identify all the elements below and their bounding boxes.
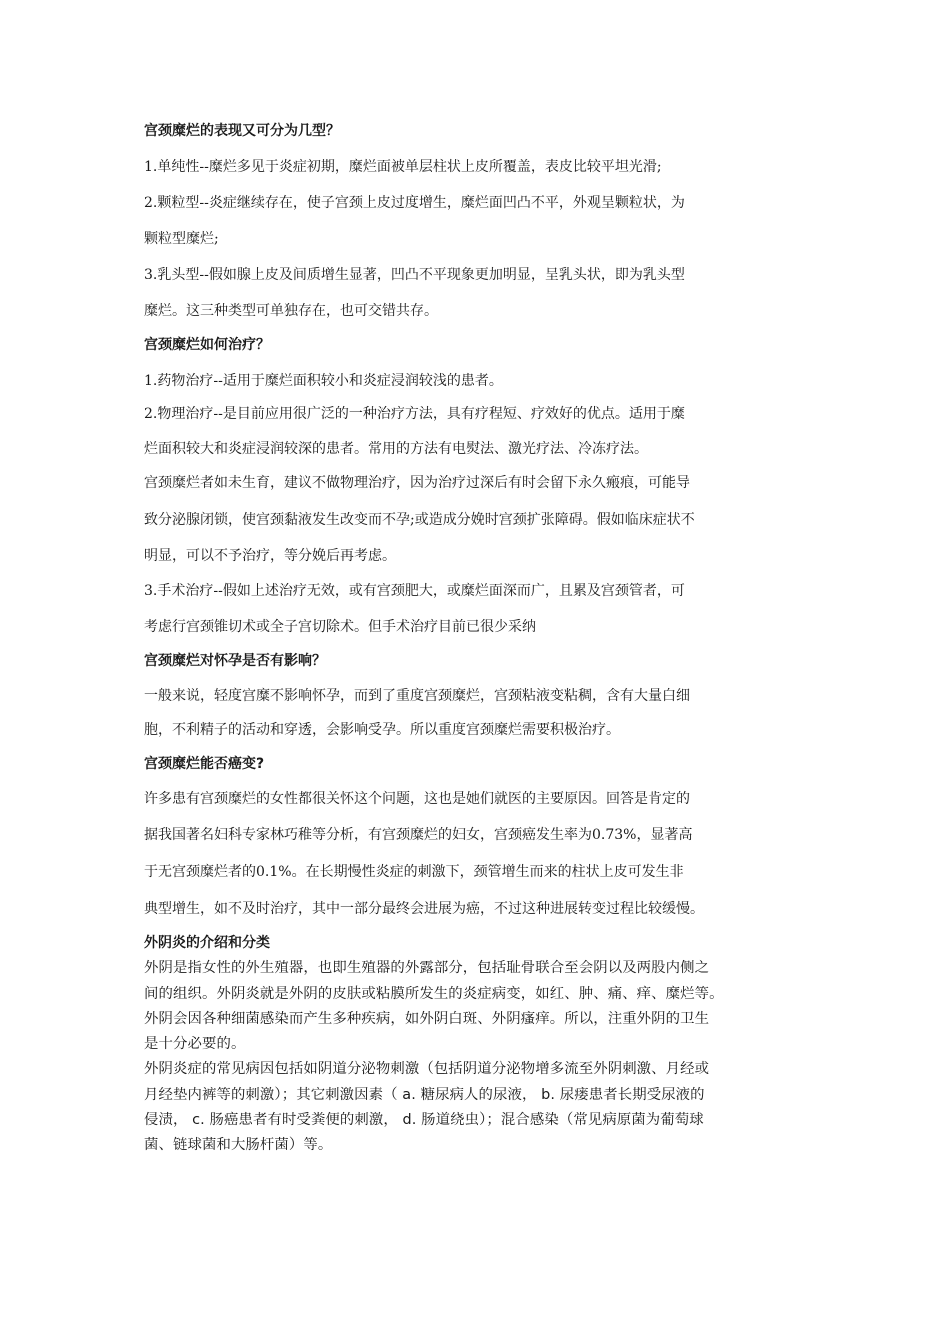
paragraph-line: 侵渍， c. 肠癌患者有时受粪便的刺激， d. 肠道绕虫）；混合感染（常见病原菌为葡萄球 — [144, 1112, 704, 1128]
paragraph-line: 间的组织。外阴炎就是外阴的皮肤或粘膜所发生的炎症病变，如红、肿、痛、痒、糜烂等。 — [144, 986, 724, 1002]
paragraph-line: 据我国著名妇科专家林巧稚等分析，有宫颈糜烂的妇女，宫颈癌发生率为0.73%，显著高 — [144, 827, 693, 843]
paragraph-line: 糜烂。这三种类型可单独存在，也可交错共存。 — [144, 303, 438, 319]
paragraph-line: 月经垫内裤等的刺激）；其它刺激因素（ a. 糖尿病人的尿液， b. 尿瘘患者长期受尿液的 — [144, 1087, 705, 1103]
paragraph-line: 2.颗粒型--炎症继续存在，使子宫颈上皮过度增生，糜烂面凹凸不平，外观呈颗粒状，为 — [144, 195, 685, 211]
paragraph-line: 烂面积较大和炎症浸润较深的患者。常用的方法有电熨法、激光疗法、冷冻疗法。 — [144, 441, 648, 457]
heading-vulvitis: 外阴炎的介绍和分类 — [144, 935, 270, 951]
paragraph-line: 菌、链球菌和大肠杆菌）等。 — [144, 1137, 333, 1153]
paragraph-line: 胞，不利精子的活动和穿透，会影响受孕。所以重度宫颈糜烂需要积极治疗。 — [144, 722, 620, 738]
paragraph-line: 明显，可以不予治疗，等分娩后再考虑。 — [144, 548, 396, 564]
paragraph-line: 许多患有宫颈糜烂的女性都很关怀这个问题，这也是她们就医的主要原因。回答是肯定的 — [144, 791, 690, 807]
paragraph-line: 1.药物治疗--适用于糜烂面积较小和炎症浸润较浅的患者。 — [144, 373, 503, 389]
paragraph-line: 2.物理治疗--是目前应用很广泛的一种治疗方法，具有疗程短、疗效好的优点。适用于糜 — [144, 406, 685, 422]
paragraph-line: 外阴会因各种细菌感染而产生多种疾病，如外阴白斑、外阴瘙痒。所以，注重外阴的卫生 — [144, 1011, 710, 1027]
paragraph-line: 3.乳头型--假如腺上皮及间质增生显著，凹凸不平现象更加明显，呈乳头状，即为乳头型 — [144, 267, 685, 283]
heading-pregnancy-impact: 宫颈糜烂对怀孕是否有影响？ — [144, 653, 326, 669]
paragraph-line: 1.单纯性--糜烂多见于炎症初期，糜烂面被单层柱状上皮所覆盖，表皮比较平坦光滑; — [144, 159, 662, 175]
paragraph-line: 宫颈糜烂者如未生育，建议不做物理治疗，因为治疗过深后有时会留下永久瘢痕，可能导 — [144, 475, 690, 491]
paragraph-line: 致分泌腺闭锁，使宫颈黏液发生改变而不孕;或造成分娩时宫颈扩张障碍。假如临床症状不 — [144, 512, 695, 528]
paragraph-line: 是十分必要的。 — [144, 1036, 246, 1052]
paragraph-line: 外阴炎症的常见病因包括如阴道分泌物刺激（包括阴道分泌物增多流至外阴刺激、月经或 — [144, 1061, 710, 1077]
paragraph-line: 外阴是指女性的外生殖器，也即生殖器的外露部分，包括耻骨联合至会阴以及两股内侧之 — [144, 960, 710, 976]
paragraph-line: 考虑行宫颈锥切术或全子宫切除术。但手术治疗目前已很少采纳 — [144, 619, 536, 635]
paragraph-line: 典型增生，如不及时治疗，其中一部分最终会进展为癌，不过这种进展转变过程比较缓慢。 — [144, 901, 704, 917]
paragraph-line: 一般来说，轻度宫糜不影响怀孕，而到了重度宫颈糜烂，宫颈粘液变粘稠，含有大量白细 — [144, 688, 690, 704]
heading-erosion-treatment: 宫颈糜烂如何治疗？ — [144, 337, 270, 353]
paragraph-line: 3.手术治疗--假如上述治疗无效，或有宫颈肥大，或糜烂面深而广，且累及宫颈管者，可 — [144, 583, 685, 599]
paragraph-line: 于无宫颈糜烂者的0.1%。在长期慢性炎症的刺激下，颈管增生而来的柱状上皮可发生非 — [144, 864, 684, 880]
heading-erosion-types: 宫颈糜烂的表现又可分为几型？ — [144, 123, 340, 139]
heading-cancer-risk: 宫颈糜烂能否癌变? — [144, 756, 265, 772]
paragraph-line: 颗粒型糜烂; — [144, 231, 219, 247]
